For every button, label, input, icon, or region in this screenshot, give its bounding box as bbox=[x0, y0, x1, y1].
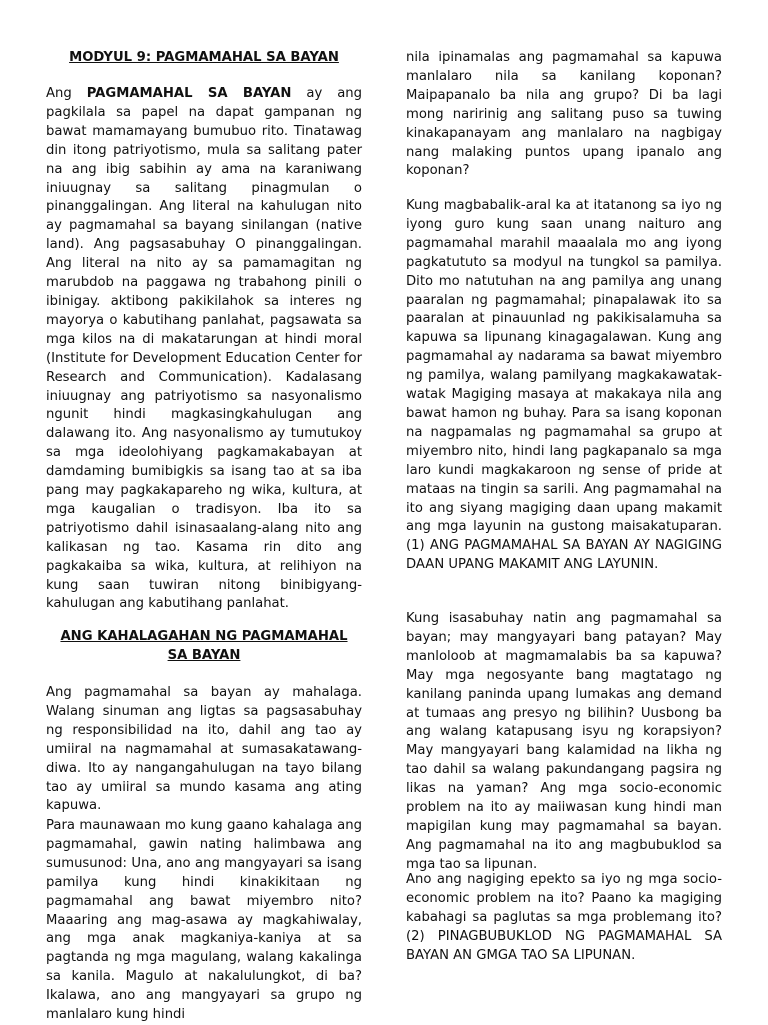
example-paragraph bbox=[46, 817, 362, 1025]
module-title: MODYUL 9: PAGMAMAHAL SA BAYAN bbox=[69, 50, 339, 65]
questions-paragraph bbox=[406, 610, 722, 875]
intro-bold-term: PAGMAMAHAL SA BAYAN bbox=[86, 86, 292, 101]
section-heading-line1: ANG KAHALAGAHAN NG PAGMAMAHAL bbox=[60, 629, 348, 644]
effects-paragraph bbox=[406, 871, 722, 966]
intro-paragraph bbox=[46, 85, 362, 614]
continued-text: nila ipinamalas ang pagmamahal sa kapuwa manlalaro nila sa kanilang koponan? Maipapanalo ba nila ang grupo? Di ba lagi mong naririnig ang salitang puso sa tuwing kinakapanayam ang manlalaro na nagbigay nang malaking puntos upang ipanalo ang koponan? bbox=[406, 50, 722, 179]
intro-rest: ay ang pagkilala sa papel na dapat gampanan ng bawat mamamayang bumubuo rito. Tinatawag din itong patriyotismo, mula sa salitang pater na ang ibig sabihin ay ama na karaniwang iniuugnay sa salitang pinagmulan o pinanggalingan. Ang literal na kahulugan nito ay pagmamahal sa bayang sinilangan (native land). Ang pagsasabuhay O pinanggalingan. Ang literal na nito ay sa pamamagitan ng marubdob na paggawa ng trabahong pinili o ibinigay. aktibong pakikilahok sa interes ng mayorya o kabutihang panlahat, pagsawata sa mga kilos na di makatarungan at hindi moral (Institute for Development Education Center for Research and Communication). Kadalasang iniuugnay ang patriyotismo sa nasyonalismo ngunit hindi magkasingkahulugan ang dalawang ito. Ang nasyonalismo ay tumutukoy sa mga ideolohiyang pagkamakabayan at damdaming bumibigkis sa isang tao at sa iba pang may pagkakapareho ng wika, kultura, at mga kaugalian o tradisyon. Iba ito sa patriyotismo dahil isinasaalang-alang nito ang kalikasan ng tao. Kasama rin dito ang pagkakaiba sa wika, kultura, at relihiyon na kung saan tuwiran nitong binibigyang-kahulugan ang kabutihang panlahat. bbox=[46, 86, 363, 612]
section-heading-line2: SA BAYAN bbox=[167, 647, 241, 663]
effects-text: Ano ang nagiging epekto sa iyo ng mga socio-economic problem na ito? Paano ka magiging kabahagi sa paglutas sa mga problemang ito? (2) PINAGBUBUKLOD NG PAGMAMAHAL SA BAYAN AN GMGA TAO SA LIPUNAN. bbox=[406, 872, 722, 963]
review-text: Kung magbabalik-aral ka at itatanong sa iyo ng iyong guro kung saan unang naituro ang pagmamahal marahil maaalala mo ang iyong pagkatututo sa modyul na tungkol sa pamilya. Dito mo natutuhan na ang pamilya ang unang paaralan ng pagmamahal; pinapalawak ito sa paaralan at pinauunlad ng pakikisalamuha sa kapuwa sa lipunang kinagagalawan. Kung ang pagmamahal ay nadarama sa bawat miyembro ng pamilya, walang pamilyang magkakawatak-watak Magiging masaya at makakaya nila ang bawat hamon ng buhay. Para sa isang koponan na nagpamalas ng pagmamahal sa grupo at miyembro nito, hindi lang pagkapanalo sa mga laro kundi magkakaroon ng sense of pride at mataas na tingin sa sarili. Ang pagmamahal na ito ang siyang magiging daan upang makamit ang mga layunin na gustong maisakatuparan. (1) ANG PAGMAMAHAL SA BAYAN AY NAGIGING DAAN UPANG MAKAMIT ANG LAYUNIN. bbox=[406, 198, 722, 573]
intro-start: Ang bbox=[46, 86, 72, 101]
review-paragraph bbox=[406, 197, 722, 575]
section-heading bbox=[46, 628, 362, 666]
questions-text: Kung isasabuhay natin ang pagmamahal sa bayan; may mangyayari bang patayan? May manloloob at magmamalabis ba sa kapuwa? May mga negosyante bang magtatago ng kanilang paninda upang lumakas ang demand at tumaas ang presyo ng bilihin? Uusbong ba ang walang katapusang isyu ng korapsiyon? May mangyayari bang kalamidad na likha ng tao dahil sa walang pakundangang pagsira ng likas na yaman? Ang mga socio-economic problem na ito ay maiiwasan kung hindi man mapigilan kung may pagmamahal sa bayan. Ang pagmamahal na ito ang magbubuklod sa mga tao sa lipunan. bbox=[406, 611, 722, 872]
importance-text: Ang pagmamahal sa bayan ay mahalaga. Walang sinuman ang ligtas sa pagsasabuhay ng responsibilidad na ito, dahil ang tao ay umiiral na nagmamahal at sumasakatawang-diwa. Ito ay nangangahulugan na tayo bilang tao ay umiiral sa mundo kasama ang ating kapuwa. bbox=[46, 685, 362, 814]
importance-paragraph bbox=[46, 684, 362, 816]
example-text: Para maunawaan mo kung gaano kahalaga ang pagmamahal, gawin nating halimbawa ang sumusunod: Una, ano ang mangyayari sa isang pamilya kung hindi kinakikitaan ng pagmamahal ang bawat miyembro nito? Maaaring ang mag-asawa ay magkahiwalay, ang mga anak magkaniya-kaniya at sa pagtanda ng mga magulang, walang kakalinga sa kanila. Magulo at nakalulungkot, di ba? Ikalawa, ano ang mangyayari sa grupo ng manlalaro kung hindi bbox=[46, 818, 362, 1023]
continued-paragraph bbox=[406, 49, 722, 181]
